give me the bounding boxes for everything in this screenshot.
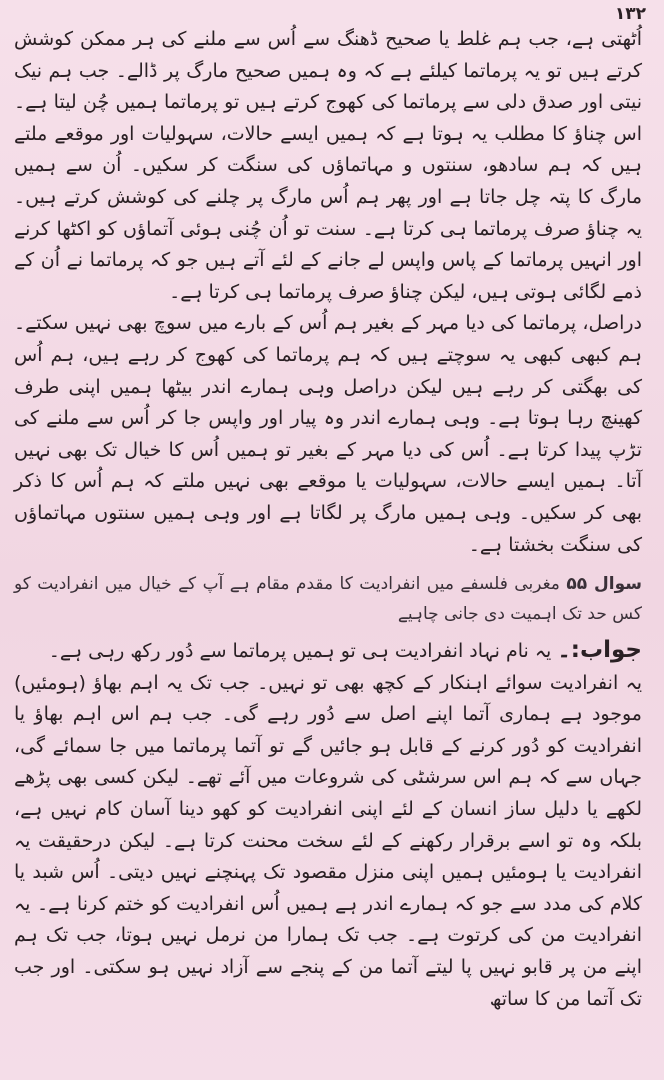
answer-block	[14, 635, 642, 1015]
question-block	[14, 569, 642, 629]
answer-body: یہ انفرادیت سوائے اہنکار کے کچھ بھی تو نہیں۔ جب تک یہ اہم بھاؤ (ہومئیں) موجود ہے ہماری آتما اپنے اصل سے دُور رہے گی۔ جب ہم اس اہم بھاؤ یا انفرادیت کو دُور کرنے کے قابل ہو جائیں گے تو آتما پرماتما میں جا سمائے گی، جہاں سے کہ ہم اس سرشٹی کی شروعات میں آئے تھے۔ لیکن کسی بھی پڑھے لکھے یا دلیل ساز انسان کے لئے اپنی انفرادیت کو کھو دینا آسان کام نہیں ہے، بلکہ وہ تو اسے برقرار رکھنے کے لئے سخت محنت کرتا ہے۔ لیکن درحقیقت یہ انفرادیت یا ہومئیں ہمیں اپنی منزل مقصود تک پہنچنے نہیں دیتی۔ اُس شبد یا کلام کی مدد سے جو کہ ہمارے اندر ہے ہمیں اُس انفرادیت کو ختم کرنا ہے۔ یہ انفرادیت من کی کرتوت ہے۔ جب تک ہمارا من نرمل نہیں ہوتا، جب تک ہم اپنے من پر قابو نہیں پا لیتے آتما من کے پنجے سے آزاد نہیں ہو سکتی۔ اور جب تک آتما من کا ساتھ	[14, 671, 642, 1010]
answer-label: جواب:۔	[557, 637, 642, 664]
paragraph-1: اُٹھتی ہے، جب ہم غلط یا صحیح ڈھنگ سے اُس سے ملنے کی ہر ممکن کوشش کرتے ہیں تو یہ پرماتما کیلئے ہے کہ وہ ہمیں صحیح مارگ پر ڈالے۔ جب ہم نیک نیتی اور صدق دلی سے پرماتما کی کھوج کرتے ہیں تو پرماتما ہمیں چُن لیتا ہے۔ اس چناؤ کا مطلب یہ ہوتا ہے کہ ہمیں ایسے حالات، سہولیات اور موقعے ملتے ہیں کہ ہم سادھو، سنتوں و مہاتماؤں کی سنگت کر سکیں۔ اُن سے ہمیں مارگ کا پتہ چل جاتا ہے اور پھر ہم اُس مارگ پر چلنے کی کوشش کرتے ہیں۔ یہ چناؤ صرف پرماتما ہی کرتا ہے۔ سنت تو اُن چُنی ہوئی آتماؤں کو اکٹھا کرنے اور انہیں پرماتما کے پاس واپس لے جانے کے لئے آتے ہیں جو کہ پرماتما نے اُن کے ذمے لگائی ہوتی ہیں، لیکن چناؤ صرف پرماتما ہی کرتا ہے۔	[14, 28, 642, 303]
page-number: ۱۳۲	[614, 4, 646, 24]
answer-first-line: یہ نام نہاد انفرادیت ہی تو ہمیں پرماتما سے دُور رکھ رہی ہے۔	[48, 640, 552, 663]
question-label: سوال ۵۵	[566, 574, 643, 595]
paragraph-2: دراصل، پرماتما کی دیا مہر کے بغیر ہم اُس کے بارے میں سوچ بھی نہیں سکتے۔ ہم کبھی کبھی یہ سوچتے ہیں کہ ہم پرماتما کی کھوج کر رہے ہیں، ہم اُس کی بھگتی کر رہے ہیں لیکن دراصل وہی ہمارے اندر بیٹھا ہمیں اپنی طرف کھینچ رہا ہوتا ہے۔ وہی ہمارے اندر وہ پیار اور واپس جا کر اُس سے ملنے کی تڑپ پیدا کرتا ہے۔ اُس کی دیا مہر کے بغیر تو ہمیں اُس کا خیال تک بھی نہیں آتا۔ ہمیں ایسے حالات، سہولیات یا موقعے بھی نہیں ملتے کہ ہم اُس کا ذکر بھی کر سکیں۔ وہی ہمیں مارگ پر لگاتا ہے اور وہی ہمیں سنتوں مہاتماؤں کی سنگت بخشتا ہے۔	[14, 312, 642, 556]
question-text: مغربی فلسفے میں انفرادیت کا مقدم مقام ہے آپ کے خیال میں انفرادیت کو کس حد تک اہمیت دی جانی چاہیے	[14, 574, 642, 625]
page-text	[14, 24, 642, 1015]
